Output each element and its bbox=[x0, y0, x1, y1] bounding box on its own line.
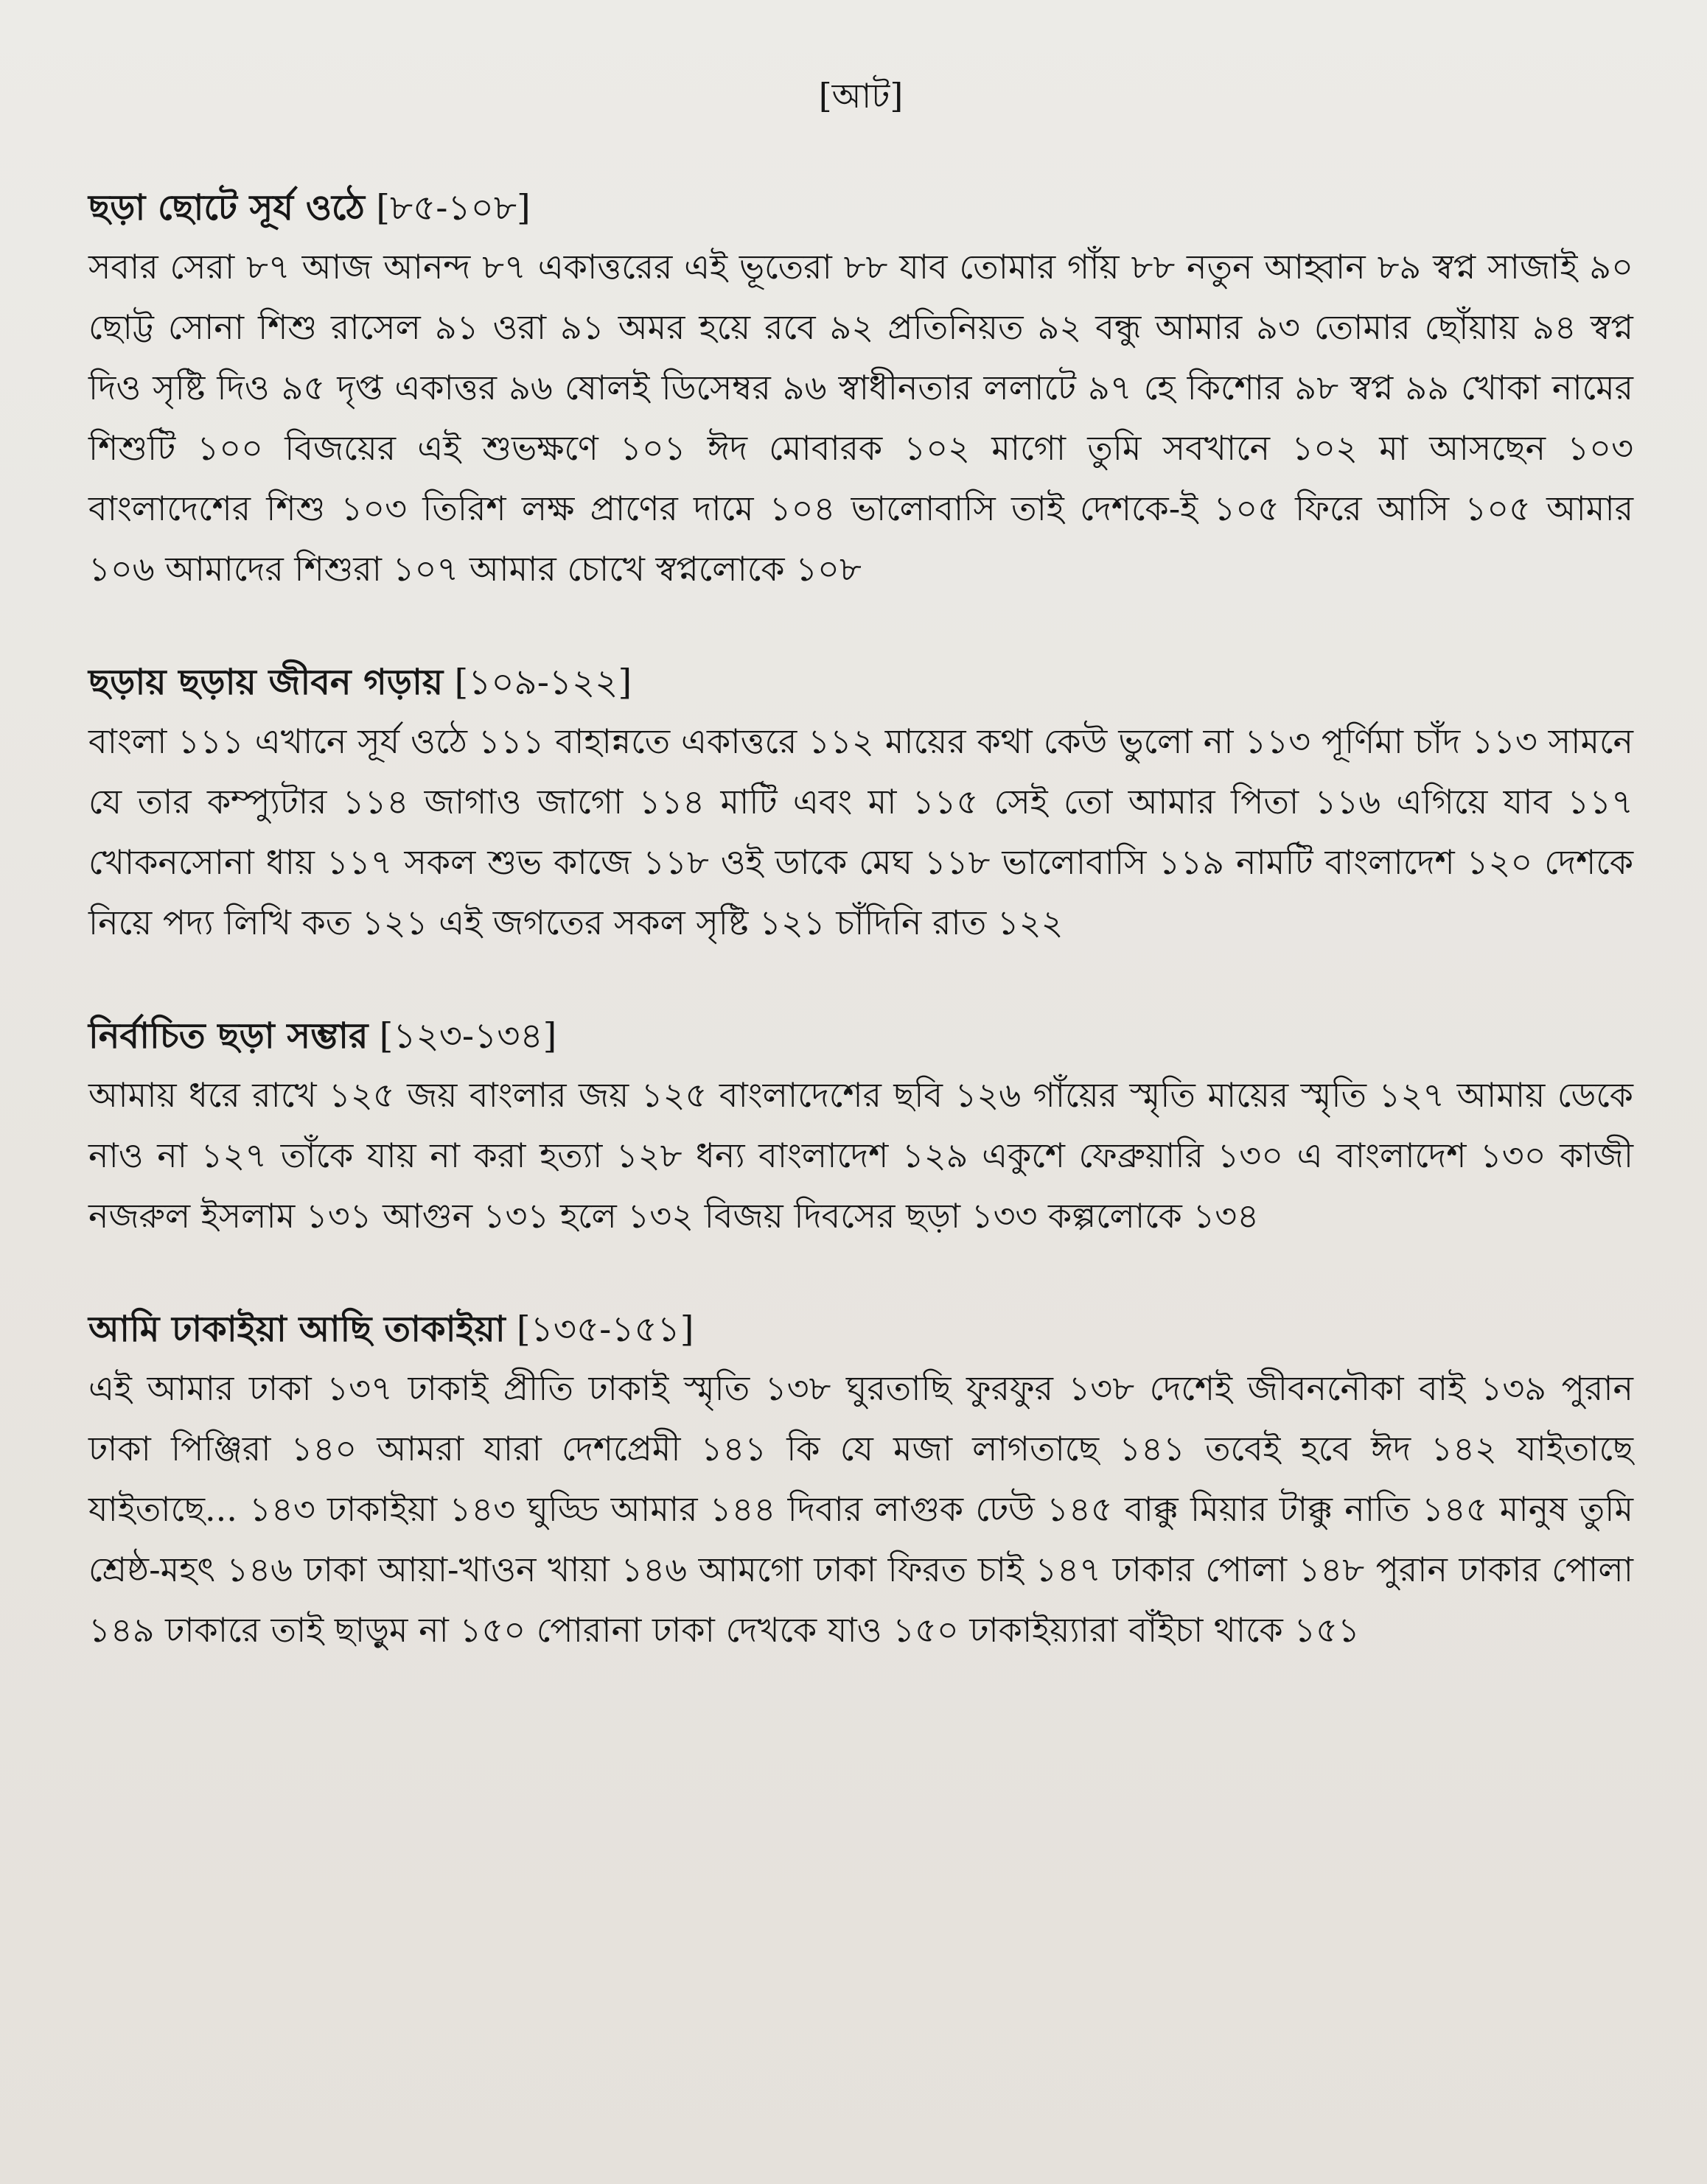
section-title: নির্বাচিত ছড়া সম্ভার bbox=[88, 1015, 369, 1057]
section-title: আমি ঢাকাইয়া আছি তাকাইয়া bbox=[88, 1309, 506, 1350]
section-entries: বাংলা ১১১ এখানে সূর্য ওঠে ১১১ বাহান্নতে একাত্তরে ১১২ মায়ের কথা কেউ ভুলো না ১১৩ পূর্ণিমা চাঁদ ১১৩ সামনে যে তার কম্প্যুটার ১১৪ জাগাও জাগো ১১৪ মাটি এবং মা ১১৫ সেই তো আমার পিতা ১১৬ এগিয়ে যাব ১১৭ খোকনসোনা ধায় ১১৭ সকল শুভ কাজে ১১৮ ওই ডাকে মেঘ ১১৮ ভালোবাসি ১১৯ নামটি বাংলাদেশ ১২০ দেশকে নিয়ে পদ্য লিখি কত ১২১ এই জগতের সকল সৃষ্টি ১২১ চাঁদিনি রাত ১২২ bbox=[88, 721, 1633, 942]
contents-section-2 bbox=[88, 654, 1633, 953]
contents-section-4 bbox=[88, 1301, 1633, 1660]
section-heading bbox=[88, 1301, 1633, 1358]
section-title: ছড়া ছোটে সূর্য ওঠে bbox=[88, 187, 365, 228]
contents-section-3 bbox=[88, 1007, 1633, 1246]
section-page-range: [১৩৫-১৫১] bbox=[516, 1309, 694, 1350]
section-heading bbox=[88, 1007, 1633, 1065]
section-page-range: [১০৯-১২২] bbox=[454, 662, 632, 703]
section-entries: আমায় ধরে রাখে ১২৫ জয় বাংলার জয় ১২৫ বাংলাদেশের ছবি ১২৬ গাঁয়ের স্মৃতি মায়ের স্মৃতি ১২৭ আমায় ডেকে নাও না ১২৭ তাঁকে যায় না করা হত্যা ১২৮ ধন্য বাংলাদেশ ১২৯ একুশে ফেব্রুয়ারি ১৩০ এ বাংলাদেশ ১৩০ কাজী নজরুল ইসলাম ১৩১ আগুন ১৩১ হলে ১৩২ বিজয় দিবসের ছড়া ১৩৩ কল্পলোকে ১৩৪ bbox=[88, 1075, 1633, 1236]
section-page-range: [৮৫-১০৮] bbox=[376, 187, 531, 228]
section-heading bbox=[88, 654, 1633, 711]
section-entries: সবার সেরা ৮৭ আজ আনন্দ ৮৭ একাত্তরের এই ভূতেরা ৮৮ যাব তোমার গাঁয় ৮৮ নতুন আহ্বান ৮৯ স্বপ্ন সাজাই ৯০ ছোট্ট সোনা শিশু রাসেল ৯১ ওরা ৯১ অমর হয়ে রবে ৯২ প্রতিনিয়ত ৯২ বন্ধু আমার ৯৩ তোমার ছোঁয়ায় ৯৪ স্বপ্ন দিও সৃষ্টি দিও ৯৫ দৃপ্ত একাত্তর ৯৬ ষোলই ডিসেম্বর ৯৬ স্বাধীনতার ললাটে ৯৭ হে কিশোর ৯৮ স্বপ্ন ৯৯ খোকা নামের শিশুটি ১০০ বিজয়ের এই শুভক্ষণে ১০১ ঈদ মোবারক ১০২ মাগো তুমি সবখানে ১০২ মা আসছেন ১০৩ বাংলাদেশের শিশু ১০৩ তিরিশ লক্ষ প্রাণের দামে ১০৪ ভালোবাসি তাই দেশকে-ই ১০৫ ফিরে আসি ১০৫ আমার ১০৬ আমাদের শিশুরা ১০৭ আমার চোখে স্বপ্নলোকে ১০৮ bbox=[88, 247, 1633, 589]
page-number: [আট] bbox=[818, 76, 904, 116]
section-entries: এই আমার ঢাকা ১৩৭ ঢাকাই প্রীতি ঢাকাই স্মৃতি ১৩৮ ঘুরতাছি ফুরফুর ১৩৮ দেশেই জীবননৌকা বাই ১৩৯ পুরান ঢাকা পিঞ্জিরা ১৪০ আমরা যারা দেশপ্রেমী ১৪১ কি যে মজা লাগতাছে ১৪১ তবেই হবে ঈদ ১৪২ যাইতাছে যাইতাছে... ১৪৩ ঢাকাইয়া ১৪৩ ঘুড্ডি আমার ১৪৪ দিবার লাগুক ঢেউ ১৪৫ বাক্কু মিয়ার টাক্কু নাতি ১৪৫ মানুষ তুমি শ্রেষ্ঠ-মহৎ ১৪৬ ঢাকা আয়া-খাওন খায়া ১৪৬ আমগো ঢাকা ফিরত চাই ১৪৭ ঢাকার পোলা ১৪৮ পুরান ঢাকার পোলা ১৪৯ ঢাকারে তাই ছাড়ুম না ১৫০ পোরানা ঢাকা দেখকে যাও ১৫০ ঢাকাইয়্যারা বাঁইচা থাকে ১৫১ bbox=[88, 1368, 1633, 1650]
section-page-range: [১২৩-১৩৪] bbox=[379, 1015, 557, 1057]
contents-section-1 bbox=[88, 179, 1633, 599]
section-title: ছড়ায় ছড়ায় জীবন গড়ায় bbox=[88, 662, 444, 703]
section-heading bbox=[88, 179, 1633, 237]
